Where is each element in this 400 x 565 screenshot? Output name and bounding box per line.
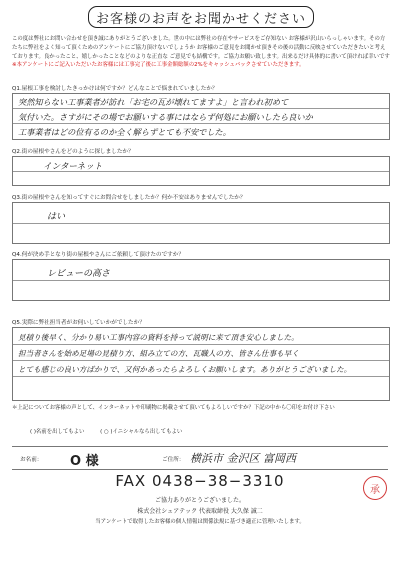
answer-line bbox=[13, 280, 389, 281]
name-label: お名前： bbox=[20, 457, 43, 463]
choice-initials: ( ○ )イニシャルなら出してもよい bbox=[100, 429, 183, 435]
intro-text: この度は弊社にお問い合わせを頂き誠にありがとうございました。世の中には弊社の存在やサービスをご存知ない お客様が沢山いらっしゃいます。その方たちに弊社をよく知って頂くためのアンケートにご協力頂けないでしょうか お客様のご意見をお聞かせ頂きその後の活動に反映させていただきたいと考えております。良かったこと、嬉しかったことなどのよりな正直な ご意見でも結構です。ご協力お願い致します。出来るだけ具体的に書いて頂ければ幸いです bbox=[12, 36, 390, 60]
question-1-answer-line-3: 工事業者はどの位有るのか全く解らずとても不安でした。 bbox=[18, 127, 231, 137]
publication-consent-text: ＊上記についてお客様の声として、インターネットや印刷物に掲載させて頂いてもよろしいですか？下記の中から〇印をお付け下さい bbox=[12, 405, 335, 411]
cashback-note: ※本アンケートにご記入いただいたお客様には工事完了後に工事金額総額の2%をキャッシュバックさせていただきます。 bbox=[12, 62, 305, 69]
question-3-answer-box bbox=[12, 202, 390, 244]
question-5-label: Q5.実際に弊社担当者がお伺いしていかがでしたか？ bbox=[12, 320, 145, 326]
question-4-answer-box bbox=[12, 259, 390, 301]
customer-info-row bbox=[12, 446, 388, 470]
question-3-label: Q3.街の屋根やさんを知ってすぐにお問合せをしましたか？何か不安はありませんでしたか？ bbox=[12, 195, 246, 201]
intro-section bbox=[12, 35, 390, 70]
answer-line bbox=[13, 376, 389, 377]
address-value: 横浜市 金沢区 富岡西 bbox=[190, 452, 296, 465]
page-title: お客様のお声をお聞かせください bbox=[88, 6, 314, 28]
question-2-answer: インターネット bbox=[43, 162, 103, 172]
question-5-answer-line-3: とても感じの良い方ばかりで、又何かあったらよろしくお願いします。ありがとうございました。 bbox=[18, 365, 352, 374]
question-1-answer-box bbox=[12, 93, 390, 140]
answer-line bbox=[13, 223, 389, 224]
question-5-answer-box bbox=[12, 327, 390, 401]
answer-line bbox=[13, 344, 389, 345]
question-2-label: Q2.街の屋根やさんをどのように探しましたか？ bbox=[12, 149, 134, 155]
question-2-answer-box bbox=[12, 156, 390, 186]
question-1-answer-line-2: 気付いた。さすがにその場でお願いする事にはならず何処にお願いしたら良いか bbox=[18, 112, 313, 122]
answer-line bbox=[13, 108, 389, 109]
answer-line bbox=[13, 123, 389, 124]
consent-choices bbox=[30, 427, 196, 435]
approval-stamp: 承 bbox=[363, 476, 387, 500]
question-4-answer: レビューの高さ bbox=[47, 269, 111, 279]
privacy-notice: 当アンケートで取得したお客様の個人情報は関係法規に基づき適正に管理いたします。 bbox=[95, 519, 305, 525]
question-4-label: Q4.何が決め手となり街の屋根やさんにご依頼して頂けたのですか？ bbox=[12, 252, 184, 258]
question-1-answer-line-1: 突然知らない工事業者が訪れ「お宅の瓦が壊れてますよ」と言われ初めて bbox=[18, 97, 289, 107]
question-3-answer: はい bbox=[47, 212, 66, 222]
question-1-label: Q1.屋根工事を検討したきっかけは何ですか？どんなことで悩まれていましたか？ bbox=[12, 86, 218, 92]
address-label: ご住所： bbox=[162, 457, 185, 463]
fax-number: FAX 0438−38−3310 bbox=[115, 472, 285, 490]
thanks-text: ご協力ありがとうございました。 bbox=[154, 497, 245, 504]
name-value: O 様 bbox=[70, 454, 99, 469]
choice-full-name: ( )名前を出してもよい bbox=[30, 429, 85, 435]
company-signature: 株式会社シェアテック 代表取締役 大久保 誠二 bbox=[137, 508, 263, 515]
question-5-answer-line-1: 見積り後早く、分かり易い工事内容の資料を持って説明に来て頂き安心しました。 bbox=[18, 333, 299, 342]
question-5-answer-line-2: 担当者さんを始め足場の見積り方、組み立ての方、瓦職人の方、皆さん仕事も早く bbox=[18, 349, 299, 358]
answer-line bbox=[13, 360, 389, 361]
